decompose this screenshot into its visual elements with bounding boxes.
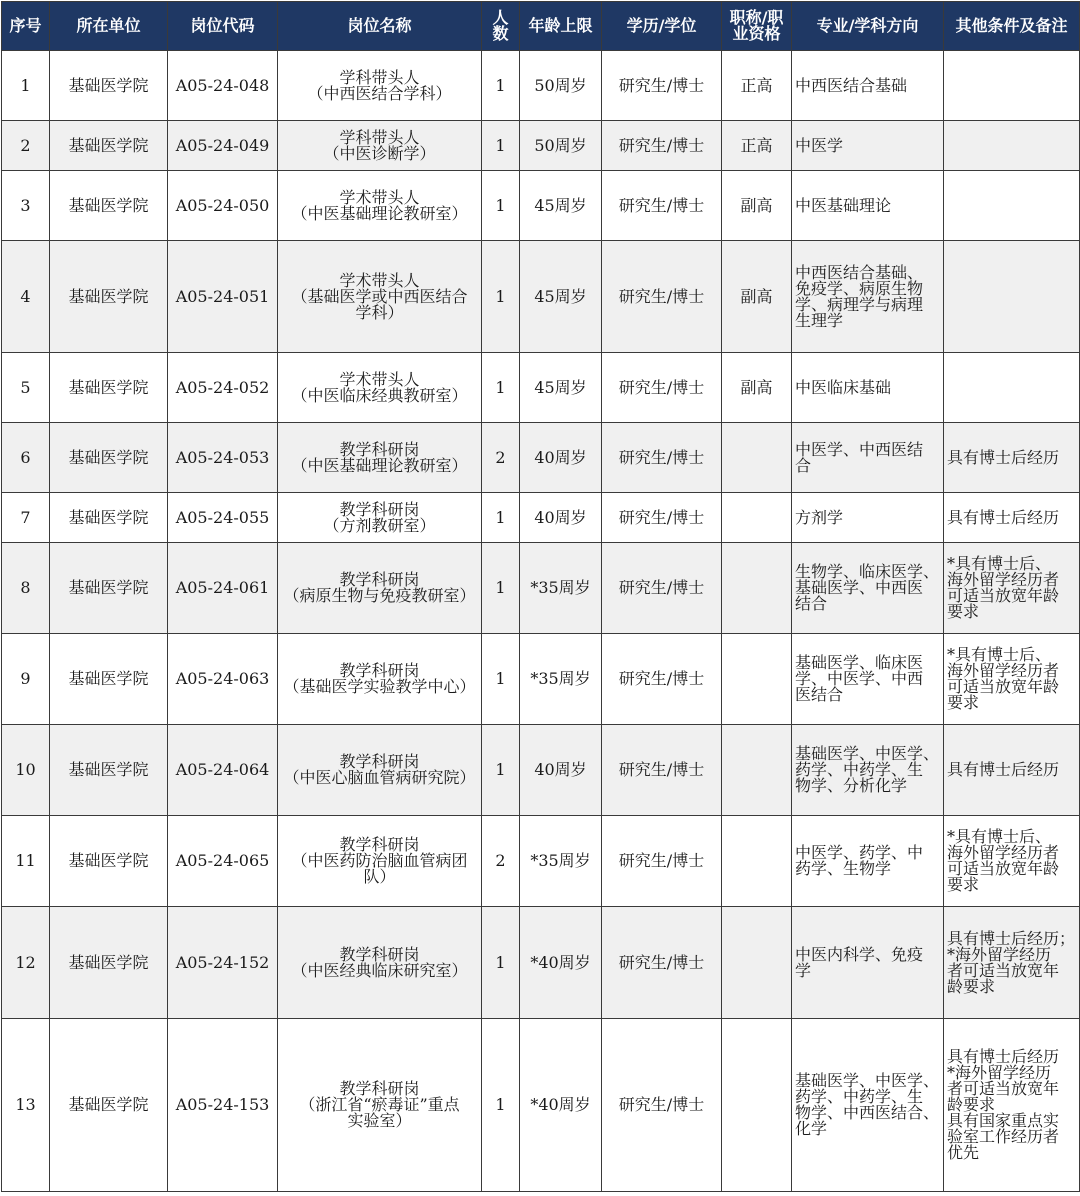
cell-no: 3 [2, 171, 50, 241]
cell-title [722, 423, 792, 493]
cell-code: A05-24-051 [168, 241, 278, 353]
cell-age: *35周岁 [520, 543, 602, 634]
cell-age: 40周岁 [520, 725, 602, 816]
cell-notes: 具有博士后经历 [944, 725, 1080, 816]
cell-code: A05-24-048 [168, 51, 278, 121]
cell-count: 2 [482, 423, 520, 493]
cell-unit: 基础医学院 [50, 241, 168, 353]
cell-age: *35周岁 [520, 634, 602, 725]
cell-count: 2 [482, 816, 520, 907]
cell-count: 1 [482, 171, 520, 241]
cell-name: 学术带头人 （中医基础理论教研室） [278, 171, 482, 241]
cell-count: 1 [482, 634, 520, 725]
cell-specialty: 基础医学、临床医 学、中医学、中西 医结合 [792, 634, 944, 725]
cell-notes [944, 241, 1080, 353]
cell-age: 40周岁 [520, 493, 602, 543]
cell-title [722, 634, 792, 725]
cell-no: 2 [2, 121, 50, 171]
cell-title [722, 725, 792, 816]
header-row [2, 2, 1080, 51]
table-row [2, 907, 1080, 1019]
cell-name: 教学科研岗 （中医经典临床研究室） [278, 907, 482, 1019]
cell-education: 研究生/博士 [602, 907, 722, 1019]
cell-no: 11 [2, 816, 50, 907]
cell-age: 45周岁 [520, 241, 602, 353]
cell-no: 4 [2, 241, 50, 353]
cell-code: A05-24-052 [168, 353, 278, 423]
header-count: 人 数 [482, 2, 520, 51]
table-row [2, 1019, 1080, 1192]
cell-no: 9 [2, 634, 50, 725]
header-education: 学历/学位 [602, 2, 722, 51]
cell-code: A05-24-055 [168, 493, 278, 543]
cell-unit: 基础医学院 [50, 493, 168, 543]
cell-no: 10 [2, 725, 50, 816]
cell-name: 教学科研岗 （基础医学实验教学中心） [278, 634, 482, 725]
cell-no: 6 [2, 423, 50, 493]
cell-unit: 基础医学院 [50, 353, 168, 423]
cell-education: 研究生/博士 [602, 353, 722, 423]
cell-title: 副高 [722, 353, 792, 423]
cell-title [722, 493, 792, 543]
cell-unit: 基础医学院 [50, 816, 168, 907]
cell-code: A05-24-050 [168, 171, 278, 241]
cell-age: *35周岁 [520, 816, 602, 907]
header-unit: 所在单位 [50, 2, 168, 51]
cell-notes [944, 353, 1080, 423]
table-row [2, 543, 1080, 634]
cell-name: 教学科研岗 （病原生物与免疫教研室） [278, 543, 482, 634]
cell-notes: *具有博士后、 海外留学经历者 可适当放宽年龄 要求 [944, 634, 1080, 725]
cell-unit: 基础医学院 [50, 543, 168, 634]
cell-specialty: 中西医结合基础、 免疫学、病原生物 学、病理学与病理 生理学 [792, 241, 944, 353]
cell-count: 1 [482, 493, 520, 543]
header-no: 序号 [2, 2, 50, 51]
cell-title: 正高 [722, 51, 792, 121]
cell-specialty: 中医学、药学、中 药学、生物学 [792, 816, 944, 907]
cell-name: 教学科研岗 （中医心脑血管病研究院） [278, 725, 482, 816]
table-row [2, 51, 1080, 121]
cell-specialty: 中西医结合基础 [792, 51, 944, 121]
cell-no: 7 [2, 493, 50, 543]
cell-count: 1 [482, 353, 520, 423]
cell-education: 研究生/博士 [602, 816, 722, 907]
cell-unit: 基础医学院 [50, 51, 168, 121]
cell-education: 研究生/博士 [602, 171, 722, 241]
cell-unit: 基础医学院 [50, 634, 168, 725]
cell-notes: 具有博士后经历 [944, 423, 1080, 493]
cell-unit: 基础医学院 [50, 725, 168, 816]
cell-notes: *具有博士后、 海外留学经历者 可适当放宽年龄 要求 [944, 816, 1080, 907]
cell-code: A05-24-053 [168, 423, 278, 493]
cell-specialty: 生物学、临床医学、 基础医学、中西医 结合 [792, 543, 944, 634]
cell-age: 45周岁 [520, 171, 602, 241]
table-row [2, 634, 1080, 725]
cell-unit: 基础医学院 [50, 423, 168, 493]
cell-title [722, 1019, 792, 1192]
cell-age: 45周岁 [520, 353, 602, 423]
cell-count: 1 [482, 907, 520, 1019]
cell-unit: 基础医学院 [50, 121, 168, 171]
cell-education: 研究生/博士 [602, 121, 722, 171]
cell-name: 学术带头人 （中医临床经典教研室） [278, 353, 482, 423]
table-row [2, 423, 1080, 493]
cell-no: 12 [2, 907, 50, 1019]
table-wrapper [1, 1, 1079, 1192]
cell-name: 教学科研岗 （中医基础理论教研室） [278, 423, 482, 493]
cell-specialty: 基础医学、中医学、 药学、中药学、生 物学、分析化学 [792, 725, 944, 816]
cell-title [722, 907, 792, 1019]
cell-code: A05-24-049 [168, 121, 278, 171]
cell-name: 学科带头人 （中西医结合学科） [278, 51, 482, 121]
cell-education: 研究生/博士 [602, 493, 722, 543]
cell-age: *40周岁 [520, 907, 602, 1019]
cell-specialty: 基础医学、中医学、 药学、中药学、生 物学、中西医结合、 化学 [792, 1019, 944, 1192]
cell-age: 40周岁 [520, 423, 602, 493]
cell-no: 1 [2, 51, 50, 121]
cell-specialty: 中医学 [792, 121, 944, 171]
header-title: 职称/职 业资格 [722, 2, 792, 51]
cell-education: 研究生/博士 [602, 423, 722, 493]
table-row [2, 493, 1080, 543]
cell-no: 8 [2, 543, 50, 634]
cell-title: 副高 [722, 241, 792, 353]
cell-no: 5 [2, 353, 50, 423]
cell-code: A05-24-064 [168, 725, 278, 816]
cell-education: 研究生/博士 [602, 634, 722, 725]
cell-notes [944, 171, 1080, 241]
cell-name: 教学科研岗 （方剂教研室） [278, 493, 482, 543]
cell-specialty: 方剂学 [792, 493, 944, 543]
cell-unit: 基础医学院 [50, 1019, 168, 1192]
cell-count: 1 [482, 241, 520, 353]
cell-notes: *具有博士后、 海外留学经历者 可适当放宽年龄 要求 [944, 543, 1080, 634]
cell-age: 50周岁 [520, 51, 602, 121]
table-row [2, 816, 1080, 907]
cell-title: 副高 [722, 171, 792, 241]
cell-education: 研究生/博士 [602, 725, 722, 816]
cell-age: *40周岁 [520, 1019, 602, 1192]
cell-code: A05-24-153 [168, 1019, 278, 1192]
cell-unit: 基础医学院 [50, 907, 168, 1019]
cell-name: 学术带头人 （基础医学或中西医结合 学科） [278, 241, 482, 353]
cell-name: 教学科研岗 （中医药防治脑血管病团 队） [278, 816, 482, 907]
cell-name: 学科带头人 （中医诊断学） [278, 121, 482, 171]
cell-count: 1 [482, 725, 520, 816]
cell-education: 研究生/博士 [602, 1019, 722, 1192]
cell-education: 研究生/博士 [602, 543, 722, 634]
cell-count: 1 [482, 51, 520, 121]
cell-title [722, 543, 792, 634]
header-name: 岗位名称 [278, 2, 482, 51]
cell-name: 教学科研岗 （浙江省“瘀毒证”重点 实验室） [278, 1019, 482, 1192]
cell-specialty: 中医临床基础 [792, 353, 944, 423]
cell-education: 研究生/博士 [602, 51, 722, 121]
table-row [2, 121, 1080, 171]
cell-title [722, 816, 792, 907]
cell-code: A05-24-065 [168, 816, 278, 907]
cell-code: A05-24-063 [168, 634, 278, 725]
table-row [2, 725, 1080, 816]
cell-count: 1 [482, 121, 520, 171]
cell-title: 正高 [722, 121, 792, 171]
cell-code: A05-24-061 [168, 543, 278, 634]
cell-notes [944, 51, 1080, 121]
cell-count: 1 [482, 1019, 520, 1192]
cell-notes: 具有博士后经历 *海外留学经历 者可适当放宽年 龄要求 具有国家重点实 验室工作经历者 优先 [944, 1019, 1080, 1192]
header-notes: 其他条件及备注 [944, 2, 1080, 51]
table-row [2, 171, 1080, 241]
cell-notes: 具有博士后经历 [944, 493, 1080, 543]
cell-specialty: 中医学、中西医结 合 [792, 423, 944, 493]
header-age: 年龄上限 [520, 2, 602, 51]
cell-specialty: 中医基础理论 [792, 171, 944, 241]
cell-count: 1 [482, 543, 520, 634]
header-code: 岗位代码 [168, 2, 278, 51]
cell-unit: 基础医学院 [50, 171, 168, 241]
cell-specialty: 中医内科学、免疫 学 [792, 907, 944, 1019]
cell-notes: 具有博士后经历； *海外留学经历 者可适当放宽年 龄要求 [944, 907, 1080, 1019]
cell-education: 研究生/博士 [602, 241, 722, 353]
cell-age: 50周岁 [520, 121, 602, 171]
cell-notes [944, 121, 1080, 171]
cell-no: 13 [2, 1019, 50, 1192]
header-specialty: 专业/学科方向 [792, 2, 944, 51]
table-row [2, 353, 1080, 423]
table-row [2, 241, 1080, 353]
cell-code: A05-24-152 [168, 907, 278, 1019]
recruitment-table [1, 1, 1080, 1192]
